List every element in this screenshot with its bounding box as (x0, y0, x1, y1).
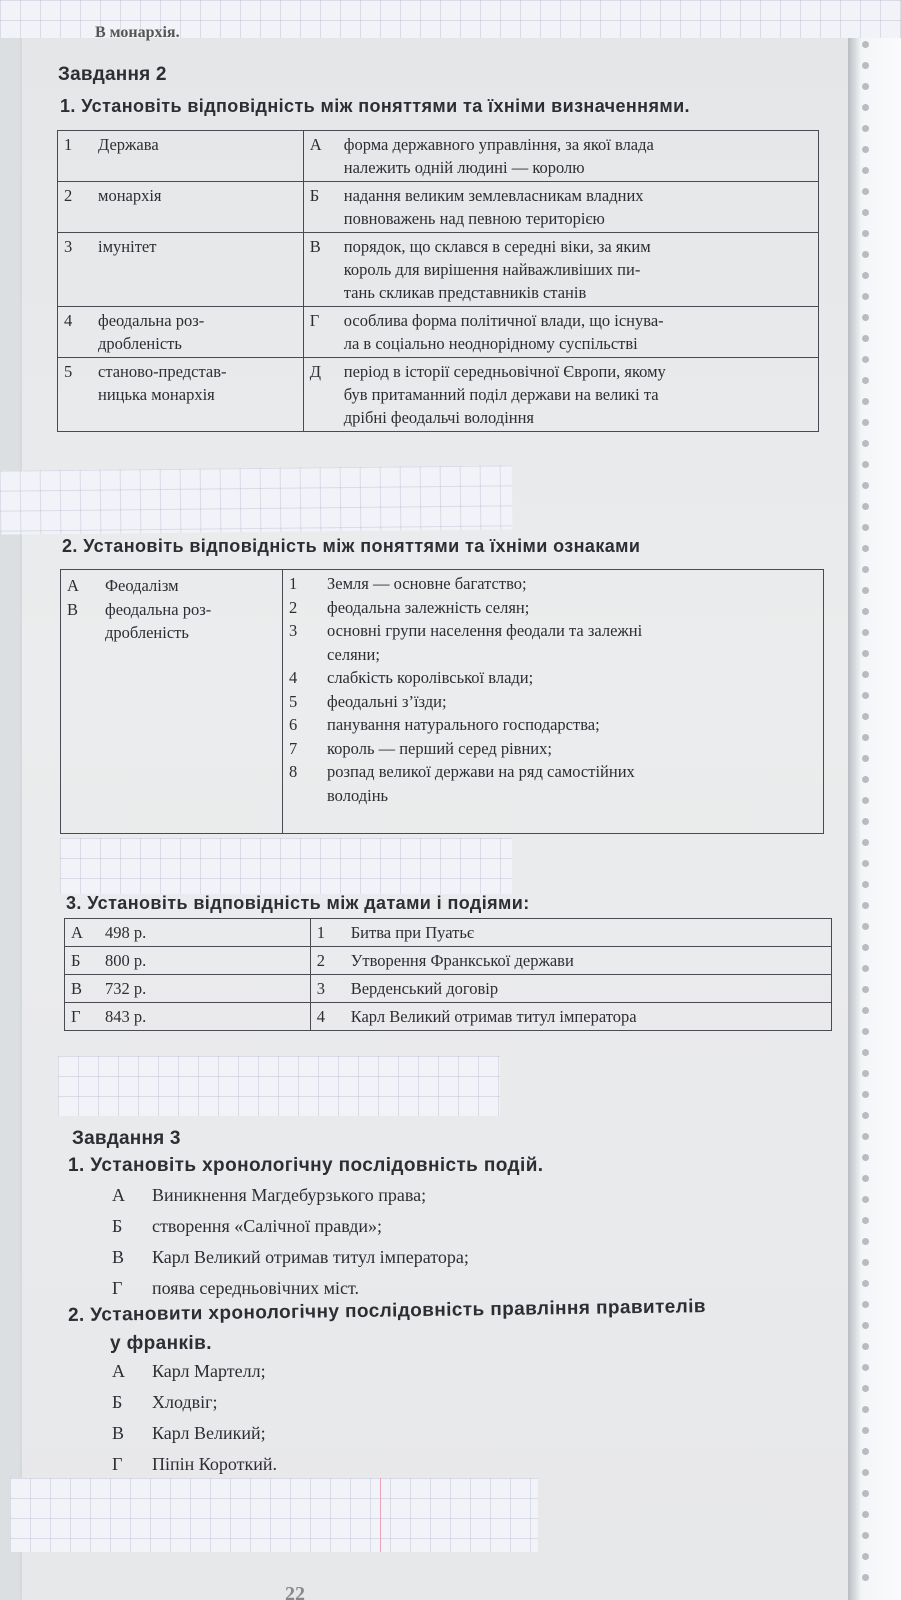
binding-hole (862, 818, 869, 825)
term-cell (58, 358, 304, 432)
option-letter: Г (112, 1278, 123, 1298)
feature-number: 5 (289, 691, 298, 711)
date-letter: Б (71, 951, 81, 970)
feature-text: слабкість королівської влади; (327, 668, 534, 687)
binding-hole (862, 335, 869, 342)
binding-hole (862, 314, 869, 321)
definition-text: особлива форма політичної влади, що існува- ла в соціально неоднорідному суспільстві (343, 311, 664, 353)
option-item (112, 1185, 426, 1206)
feature-text: панування натурального господарства; (327, 715, 600, 734)
binding-hole (862, 776, 869, 783)
definitions-table (57, 130, 819, 432)
option-letter: В (112, 1423, 125, 1443)
binding-hole (862, 1427, 869, 1434)
binding-hole (862, 1133, 869, 1140)
row-number: 1 (64, 135, 73, 154)
binding-hole (862, 944, 869, 951)
binding-hole (862, 923, 869, 930)
event-number: 1 (316, 923, 325, 942)
row-number: 5 (64, 362, 73, 381)
binding-hole (862, 713, 869, 720)
definition-letter: Д (309, 362, 322, 381)
concept-text: феодальна роз- дробленість (105, 599, 212, 642)
event-number: 4 (316, 1007, 325, 1026)
binding-hole (862, 188, 869, 195)
binding-hole (862, 1007, 869, 1014)
option-text: Карл Великий отримав титул імператора; (152, 1247, 469, 1267)
feature-item (289, 572, 817, 596)
features-table (60, 569, 824, 834)
definition-text: надання великим землевласникам владних повноважень над певною територією (343, 186, 644, 228)
dates-table (64, 918, 832, 1031)
features-column (283, 570, 823, 833)
binding-hole (862, 482, 869, 489)
table-row (58, 182, 819, 233)
event-cell (310, 919, 831, 947)
feature-text: володінь (327, 785, 389, 805)
row-number: 3 (64, 237, 73, 256)
term-text: станово-представ- ницька монархія (98, 362, 227, 404)
date-cell (65, 947, 311, 975)
event-text: Утворення Франкської держави (350, 951, 574, 970)
binding-hole (862, 1364, 869, 1371)
feature-text: феодальна залежність селян; (327, 597, 530, 617)
concept-letter: В (67, 599, 79, 619)
binding-hole (862, 1028, 869, 1035)
row-number: 4 (64, 311, 73, 330)
table-row (65, 947, 832, 975)
feature-item (289, 643, 817, 667)
task2-q1-title: 1. Установіть відповідність між поняттями та їхніми визначеннями. (60, 96, 690, 116)
binding-hole (862, 860, 869, 867)
binding-hole (862, 1448, 869, 1455)
binding-hole (862, 1238, 869, 1245)
feature-text: основні групи населення феодали та залежні (327, 621, 643, 640)
binding-hole (862, 1406, 869, 1413)
event-wrap (317, 949, 825, 972)
task3-q2-title: 2. Установити хронологічну послідовність правління правителів (67, 1296, 707, 1326)
date-wrap (71, 1005, 304, 1028)
table-row (65, 919, 832, 947)
binding-hole (862, 1091, 869, 1098)
term-wrap (64, 309, 297, 355)
term-text: імунітет (98, 237, 157, 256)
binding-hole (862, 1049, 869, 1056)
binding-hole (862, 1532, 869, 1539)
concepts-column (61, 570, 283, 833)
option-text: поява середньовічних міст. (152, 1278, 359, 1298)
notebook-edge (848, 0, 901, 1600)
binding-hole (862, 629, 869, 636)
feature-text: король — перший серед рівних; (327, 738, 552, 758)
definition-letter: В (309, 237, 321, 256)
feature-number: 6 (289, 715, 298, 734)
date-wrap (71, 949, 304, 972)
binding-hole (862, 1301, 869, 1308)
table-row (58, 307, 819, 358)
task3-title: Завдання 3 (72, 1128, 181, 1149)
term-text: Держава (98, 135, 159, 154)
feature-text: селяни; (327, 644, 380, 664)
binding-hole (862, 650, 869, 657)
binding-hole (862, 1553, 869, 1560)
feature-number: 8 (289, 762, 298, 781)
task2-q3-title: 3. Установіть відповідність між датами і подіями: (66, 893, 530, 913)
term-wrap (64, 360, 297, 406)
definition-wrap (310, 235, 812, 304)
event-cell (310, 975, 831, 1003)
feature-text: розпад великої держави на ряд самостійних (327, 762, 635, 781)
term-cell (58, 307, 304, 358)
definition-text: порядок, що склався в середні віки, за яким король для вирішення найважливіших пи- тань скликав представників станів (343, 237, 651, 302)
binding-hole (862, 1343, 869, 1350)
event-wrap (317, 977, 825, 1000)
term-cell (58, 182, 304, 233)
option-item (112, 1392, 218, 1413)
option-item (112, 1454, 277, 1475)
task2-title: Завдання 2 (58, 64, 167, 85)
definition-letter: А (309, 135, 322, 154)
term-text: монархія (98, 186, 162, 205)
option-letter: А (112, 1361, 125, 1381)
binding-hole (862, 965, 869, 972)
binding-hole (862, 461, 869, 468)
definition-letter: Г (309, 311, 320, 330)
binding-holes (862, 20, 874, 1590)
date-wrap (71, 921, 304, 944)
feature-item (289, 666, 817, 690)
binding-hole (862, 1154, 869, 1161)
binding-hole (862, 881, 869, 888)
feature-item (289, 619, 817, 643)
binding-hole (862, 1280, 869, 1287)
binding-hole (862, 146, 869, 153)
binding-hole (862, 1112, 869, 1119)
task3-q1-title: 1. Установіть хронологічну послідовність подій. (68, 1155, 544, 1176)
binding-hole (862, 377, 869, 384)
option-text: Піпін Короткий. (152, 1454, 278, 1474)
binding-hole (862, 251, 869, 258)
binding-hole (862, 671, 869, 678)
event-cell (310, 1003, 831, 1031)
event-cell (310, 947, 831, 975)
option-text: Хлодвіг; (152, 1392, 218, 1412)
binding-hole (862, 125, 869, 132)
binding-hole (862, 797, 869, 804)
binding-hole (862, 209, 869, 216)
concept-letter: А (67, 576, 79, 595)
feature-item (289, 784, 817, 808)
term-cell (58, 131, 304, 182)
binding-hole (862, 83, 869, 90)
task3-q2-title-cont: у франків. (110, 1333, 212, 1354)
binding-hole (862, 398, 869, 405)
cover-paper-1 (0, 465, 512, 534)
feature-number: 1 (289, 574, 298, 593)
binding-hole (862, 272, 869, 279)
binding-hole (862, 1217, 869, 1224)
term-wrap (64, 184, 297, 207)
table-row (65, 975, 832, 1003)
feature-text: феодальні з’їзди; (327, 691, 447, 711)
binding-hole (862, 1511, 869, 1518)
definition-cell (303, 307, 818, 358)
binding-hole (862, 1175, 869, 1182)
event-wrap (317, 921, 825, 944)
binding-hole (862, 902, 869, 909)
binding-hole (862, 293, 869, 300)
binding-hole (862, 356, 869, 363)
date-cell (65, 919, 311, 947)
feature-number (289, 643, 327, 667)
binding-hole (862, 986, 869, 993)
feature-item (289, 596, 817, 620)
binding-hole (862, 524, 869, 531)
date-letter: В (71, 979, 83, 998)
feature-item (289, 713, 817, 737)
event-text: Верденський договір (350, 979, 499, 998)
option-text: Карл Великий; (152, 1423, 266, 1443)
date-wrap (71, 977, 304, 1000)
binding-hole (862, 839, 869, 846)
binding-hole (862, 1196, 869, 1203)
date-cell (65, 975, 311, 1003)
feature-number: 7 (289, 738, 298, 758)
binding-hole (862, 167, 869, 174)
cover-paper-3 (58, 1056, 500, 1116)
binding-hole (862, 104, 869, 111)
binding-hole (862, 1070, 869, 1077)
binding-hole (862, 545, 869, 552)
option-text: створення «Салічної правди»; (152, 1216, 383, 1236)
date-text: 843 р. (105, 1007, 147, 1026)
cut-off-text: В монархія. (95, 24, 180, 41)
table-row (65, 1003, 832, 1031)
event-number: 2 (316, 951, 325, 970)
event-text: Битва при Пуатьє (350, 923, 474, 942)
binding-hole (862, 692, 869, 699)
binding-hole (862, 230, 869, 237)
concept-text: Феодалізм (105, 576, 179, 595)
option-item (112, 1216, 382, 1237)
feature-number (289, 784, 327, 808)
option-text: Карл Мартелл; (152, 1361, 266, 1381)
binding-hole (862, 755, 869, 762)
task2-q2-title: 2. Установіть відповідність між поняттями та їхніми ознаками (62, 536, 641, 556)
binding-hole (862, 587, 869, 594)
definition-wrap (310, 309, 812, 355)
feature-number: 2 (289, 597, 298, 617)
option-letter: Б (112, 1392, 123, 1412)
feature-number: 3 (289, 621, 298, 640)
binding-hole (862, 608, 869, 615)
binding-hole (862, 1259, 869, 1266)
definition-cell (303, 358, 818, 432)
binding-hole (862, 419, 869, 426)
date-text: 732 р. (105, 979, 147, 998)
binding-hole (862, 1574, 869, 1581)
date-text: 498 р. (105, 923, 147, 942)
date-cell (65, 1003, 311, 1031)
option-item (112, 1247, 469, 1268)
table-row (58, 233, 819, 307)
option-text: Виникнення Магдебурзького права; (152, 1185, 427, 1205)
binding-hole (862, 440, 869, 447)
definition-cell (303, 182, 818, 233)
feature-text: Земля — основне багатство; (327, 574, 527, 593)
definition-wrap (310, 360, 812, 429)
date-letter: А (71, 923, 83, 942)
concept-item (67, 574, 276, 598)
option-item (112, 1361, 266, 1382)
definition-letter: Б (309, 186, 320, 205)
event-number: 3 (316, 979, 325, 998)
row-number: 2 (64, 186, 73, 205)
table-row (58, 131, 819, 182)
definition-wrap (310, 184, 812, 230)
binding-hole (862, 1322, 869, 1329)
binding-hole (862, 503, 869, 510)
option-letter: В (112, 1247, 125, 1267)
page-number: 22 (285, 1583, 305, 1600)
cover-paper-2 (60, 838, 512, 894)
option-item (112, 1278, 359, 1299)
binding-hole (862, 41, 869, 48)
option-letter: Г (112, 1454, 123, 1474)
term-cell (58, 233, 304, 307)
event-wrap (317, 1005, 825, 1028)
binding-hole (862, 734, 869, 741)
cover-paper-bottom (10, 1478, 538, 1552)
event-text: Карл Великий отримав титул імператора (350, 1007, 637, 1026)
binding-hole (862, 566, 869, 573)
definition-text: період в історії середньовічної Європи, якому був притаманний поділ держави на великі та дрібні феодальчі володіння (343, 362, 666, 427)
definition-text: форма державного управління, за якої влада належить одній людині — королю (343, 135, 654, 177)
option-item (112, 1423, 266, 1444)
concept-item (67, 598, 276, 645)
table-row (58, 358, 819, 432)
date-letter: Г (71, 1007, 81, 1026)
feature-item (289, 760, 817, 784)
option-letter: А (112, 1185, 125, 1205)
term-text: феодальна роз- дробленість (98, 311, 205, 353)
date-text: 800 р. (105, 951, 147, 970)
definition-cell (303, 233, 818, 307)
binding-hole (862, 1490, 869, 1497)
binding-hole (862, 1469, 869, 1476)
definition-wrap (310, 133, 812, 179)
binding-hole (862, 1385, 869, 1392)
binding-hole (862, 62, 869, 69)
term-wrap (64, 235, 297, 258)
definition-cell (303, 131, 818, 182)
feature-item (289, 690, 817, 714)
option-letter: Б (112, 1216, 123, 1236)
term-wrap (64, 133, 297, 156)
feature-number: 4 (289, 668, 298, 687)
feature-item (289, 737, 817, 761)
